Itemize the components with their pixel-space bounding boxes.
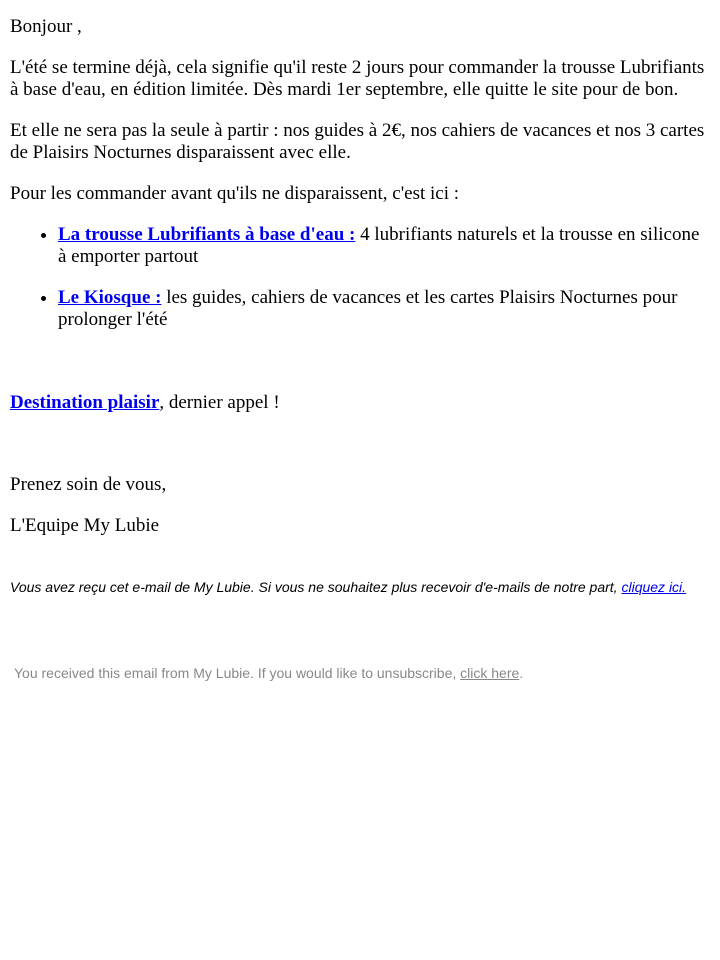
product-list bbox=[10, 224, 710, 331]
destination-line bbox=[10, 392, 710, 414]
kiosque-link[interactable]: Le Kiosque : bbox=[58, 287, 162, 308]
destination-link[interactable]: Destination plaisir bbox=[10, 392, 160, 413]
footer-english-text: You received this email from My Lubie. If you would like to unsubscribe, bbox=[14, 665, 461, 681]
unsubscribe-link-fr[interactable]: cliquez ici. bbox=[621, 579, 687, 595]
footer-english-period: . bbox=[519, 665, 524, 681]
greeting: Bonjour , bbox=[10, 16, 82, 37]
closing: Prenez soin de vous, bbox=[10, 474, 167, 495]
destination-text: , dernier appel ! bbox=[159, 392, 280, 413]
trousse-description: 4 lubrifiants naturels et la trousse en silicone à emporter partout bbox=[58, 224, 700, 267]
trousse-link[interactable]: La trousse Lubrifiants à base d'eau : bbox=[58, 224, 356, 245]
footer-french-text: Vous avez reçu cet e-mail de My Lubie. Si vous ne souhaitez plus recevoir d'e-mails de notre part, bbox=[10, 579, 622, 595]
paragraph-leaving: Et elle ne sera pas la seule à partir : nos guides à 2€, nos cahiers de vacances et nos 3 cartes de Plaisirs Nocturnes disparaissent avec elle. bbox=[10, 120, 705, 163]
signature: L'Equipe My Lubie bbox=[10, 515, 160, 536]
list-item-kiosque bbox=[58, 287, 710, 331]
kiosque-description: les guides, cahiers de vacances et les cartes Plaisirs Nocturnes pour prolonger l'été bbox=[58, 287, 678, 330]
paragraph-order: Pour les commander avant qu'ils ne disparaissent, c'est ici : bbox=[10, 183, 460, 204]
unsubscribe-link-en[interactable]: click here bbox=[460, 665, 520, 681]
list-item-trousse bbox=[58, 224, 710, 268]
footer-english bbox=[10, 664, 710, 682]
paragraph-intro: L'été se termine déjà, cela signifie qu'il reste 2 jours pour commander la trousse Lubrifiants à base d'eau, en édition limitée. Dès mardi 1er septembre, elle quitte le site pour de bon. bbox=[10, 57, 705, 100]
footer-french bbox=[10, 578, 710, 596]
